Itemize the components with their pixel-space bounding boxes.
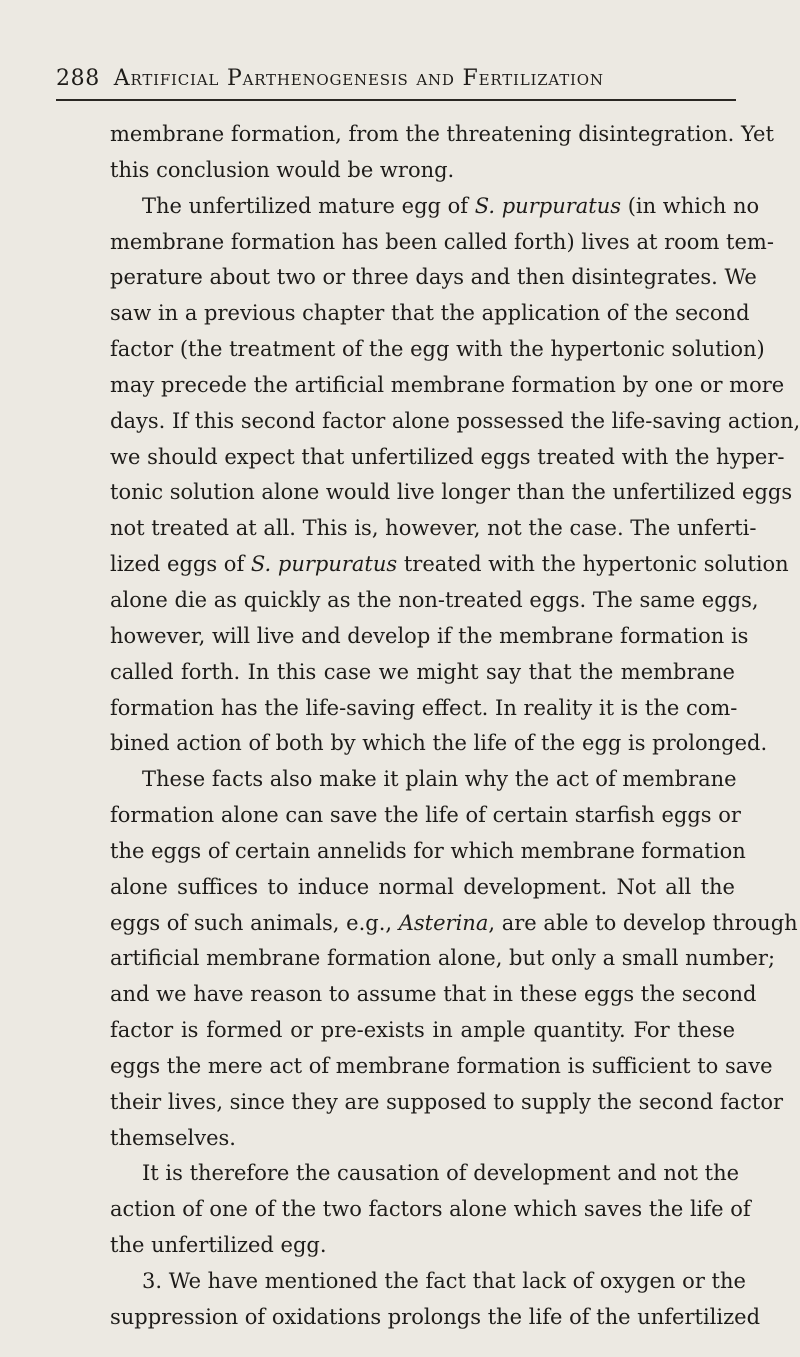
text-line: themselves. xyxy=(110,1125,236,1150)
text-line: the eggs of certain annelids for which membrane formation xyxy=(110,838,746,863)
text-line: called forth. In this case we might say that the membrane xyxy=(110,659,735,684)
page-number: 288 xyxy=(56,66,100,91)
text-line: the unfertilized egg. xyxy=(110,1233,327,1258)
text-line: not treated at all. This is, however, not the case. The unferti- xyxy=(110,516,757,541)
running-head xyxy=(56,62,736,96)
text-line: we should expect that unfertilized eggs treated with the hyper- xyxy=(110,444,785,469)
text-line: alone suffices to induce normal development. Not all the xyxy=(110,874,735,899)
body-text xyxy=(110,117,800,1336)
paragraph-start-line: 3. We have mentioned the fact that lack of oxygen or the xyxy=(142,1269,746,1293)
text-line: suppression of oxidations prolongs the life of the unfertilized xyxy=(110,1304,761,1329)
text-line: their lives, since they are supposed to supply the second factor xyxy=(110,1089,783,1114)
paragraph-start-line: It is therefore the causation of development and not the xyxy=(142,1161,740,1186)
text-line: factor is formed or pre-exists in ample quantity. For these xyxy=(110,1018,735,1043)
paragraph-start-line: These facts also make it plain why the act of membrane xyxy=(142,767,737,792)
text-line: this conclusion would be wrong. xyxy=(110,157,455,182)
text-line: formation alone can save the life of certain starfish eggs or xyxy=(110,803,741,828)
text-line: tonic solution alone would live longer than the unfertilized eggs xyxy=(110,480,793,505)
text-line: factor (the treatment of the egg with the hypertonic solution) xyxy=(110,337,765,362)
text-line: saw in a previous chapter that the application of the second xyxy=(110,301,750,326)
header-rule xyxy=(56,99,736,101)
text-line: bined action of both by which the life of the egg is prolonged. xyxy=(110,731,768,756)
text-line: membrane formation has been called forth) lives at room tem- xyxy=(110,229,774,254)
paragraph-start-line: The unfertilized mature egg of S. purpuratus (in which no xyxy=(142,193,760,218)
text-line: days. If this second factor alone possessed the life-saving action, xyxy=(110,408,800,433)
text-line: eggs the mere act of membrane formation is sufficient to save xyxy=(110,1053,773,1078)
text-line: eggs of such animals, e.g., Asterina, are able to develop through xyxy=(110,910,798,935)
text-line: membrane formation, from the threatening disintegration. Yet xyxy=(110,122,774,146)
text-line: formation has the life-saving effect. In reality it is the com- xyxy=(110,695,738,720)
text-line: perature about two or three days and then disintegrates. We xyxy=(110,265,757,290)
text-line: however, will live and develop if the membrane formation is xyxy=(110,623,749,648)
text-line: lized eggs of S. purpuratus treated with the hypertonic solution xyxy=(110,552,789,577)
text-line: and we have reason to assume that in these eggs the second xyxy=(110,982,757,1007)
text-line: alone die as quickly as the non-treated eggs. The same eggs, xyxy=(110,587,759,612)
text-line: artificial membrane formation alone, but only a small number; xyxy=(110,946,776,971)
text-line: action of one of the two factors alone which saves the life of xyxy=(110,1197,751,1222)
text-line: may precede the artificial membrane formation by one or more xyxy=(110,372,785,397)
running-title: Artificial Parthenogenesis and Fertilization xyxy=(113,66,604,91)
